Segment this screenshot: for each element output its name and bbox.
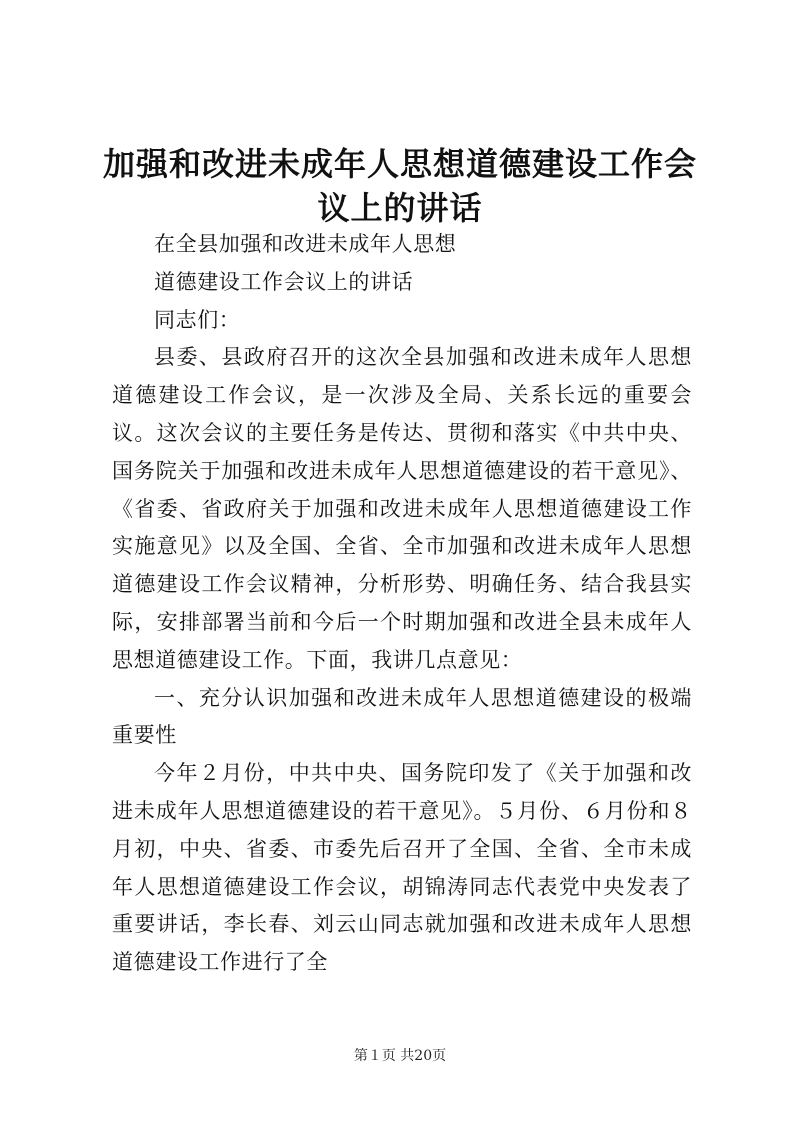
document-body bbox=[112, 226, 692, 982]
salutation: 同志们： bbox=[154, 307, 241, 332]
document-title: 加强和改进未成年人思想道德建设工作会议上的讲话 bbox=[102, 145, 697, 227]
subtitle-line-1: 在全县加强和改进未成年人思想 bbox=[154, 232, 457, 256]
body-paragraph: 今年２月份，中共中央、国务院印发了《关于加强和改进未成年人思想道德建设的若干意见》。５月份、６月份和８月初，中央、省委、市委先后召开了全国、全省、全市未成年人思想道德建设工作会议，胡锦涛同志代表党中央发表了重要讲话，李长春、刘云山同志就加强和改进未成年人思想道德建设工作进行了全 bbox=[112, 761, 692, 975]
section-heading-1: 一、充分认识加强和改进未成年人思想道德建设的极端重要性 bbox=[112, 685, 692, 748]
subtitle-line-2: 道德建设工作会议上的讲话 bbox=[154, 269, 414, 294]
page-number-footer: 第１页 共20页 bbox=[353, 1048, 447, 1064]
intro-paragraph: 县委、县政府召开的这次全县加强和改进未成年人思想道德建设工作会议，是一次涉及全局、关系长远的重要会议。这次会议的主要任务是传达、贯彻和落实《中共中央、国务院关于加强和改进未成年人思想道德建设的若干意见》、《省委、省政府关于加强和改进未成年人思想道德建设工作实施意见》以及全国、全省、全市加强和改进未成年人思想道德建设工作会议精神，分析形势、明确任务、结合我县实际，安排部署当前和今后一个时期加强和改进全县未成年人思想道德建设工作。下面，我讲几点意见： bbox=[112, 345, 692, 672]
